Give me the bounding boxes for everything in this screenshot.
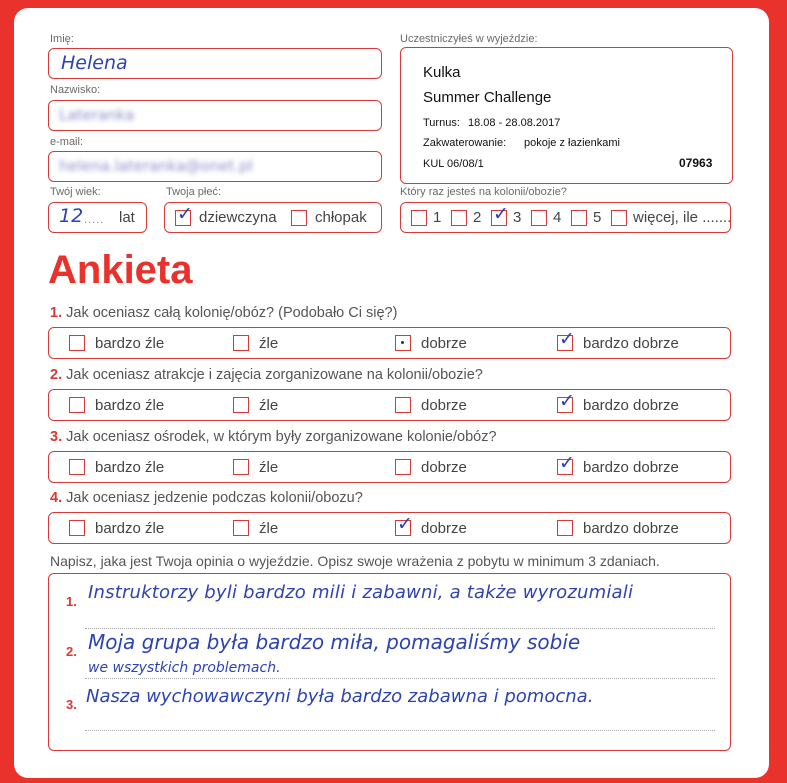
age-suffix: lat xyxy=(119,209,135,226)
question-4: 4. Jak oceniasz jedzenie podczas kolonii/obozu? xyxy=(50,490,363,506)
times-checkbox-5[interactable] xyxy=(571,210,587,226)
q2-option-good: dobrze xyxy=(421,397,467,414)
q4-option-very-bad: bardzo źle xyxy=(95,520,165,537)
q3-checkbox-good[interactable] xyxy=(395,459,411,475)
q2-checkbox-very-bad[interactable] xyxy=(69,397,85,413)
accommodation-value: pokoje z łazienkami xyxy=(524,137,620,149)
check-mark-icon: ✓ xyxy=(397,513,413,535)
q3-checkbox-very-bad[interactable] xyxy=(69,459,85,475)
q1-option-good: dobrze xyxy=(421,335,467,352)
times-checkbox-4[interactable] xyxy=(531,210,547,226)
times-option-1: 1 xyxy=(433,209,442,226)
q4-option-bad: źle xyxy=(259,520,279,537)
gender-label: Twoja płeć: xyxy=(166,186,222,198)
check-mark-icon: ✓ xyxy=(559,390,575,412)
q1-checkbox-very-bad[interactable] xyxy=(69,335,85,351)
question-1: 1. Jak oceniasz całą kolonię/obóz? (Podobało Ci się?) xyxy=(50,305,398,321)
trip-info-box xyxy=(400,47,733,184)
q2-option-bad: źle xyxy=(259,397,279,414)
email-field[interactable] xyxy=(48,151,382,182)
surname-value: Lateranka xyxy=(59,106,135,124)
turnus-label: Turnus: xyxy=(423,117,460,129)
trip-name: Kulka xyxy=(423,64,461,81)
survey-heading: Ankieta xyxy=(48,248,193,292)
q4-checkbox-very-good[interactable] xyxy=(557,520,573,536)
q3-option-bad: źle xyxy=(259,459,279,476)
q4-checkbox-very-bad[interactable] xyxy=(69,520,85,536)
turnus-value: 18.08 - 28.08.2017 xyxy=(468,117,561,129)
q4-checkbox-bad[interactable] xyxy=(233,520,249,536)
answer-3-text: Nasza wychowawczyni była bardzo zabawna i pomocna. xyxy=(86,686,594,707)
rating-row-4 xyxy=(48,512,731,544)
q3-option-good: dobrze xyxy=(421,459,467,476)
name-field[interactable] xyxy=(48,48,382,79)
q2-option-very-good: bardzo dobrze xyxy=(583,397,679,414)
q4-checkbox-good[interactable] xyxy=(395,513,413,536)
q1-option-very-bad: bardzo źle xyxy=(95,335,165,352)
gender-checkbox-boy[interactable] xyxy=(291,210,307,226)
opinion-prompt: Napisz, jaka jest Twoja opinia o wyjeździe. Opisz swoje wrażenia z pobytu w minimum 3 zdaniach. xyxy=(50,553,660,569)
question-2: 2. Jak oceniasz atrakcje i zajęcia zorganizowane na kolonii/obozie? xyxy=(50,367,483,383)
times-option-3: 3 xyxy=(513,209,522,226)
trip-code: KUL 06/08/1 xyxy=(423,158,484,170)
q2-option-very-bad: bardzo źle xyxy=(95,397,165,414)
answer-1-text: Instruktorzy byli bardzo mili i zabawni, a także wyrozumiali xyxy=(88,582,634,603)
q1-checkbox-good[interactable] xyxy=(395,335,411,351)
answer-2-number: 2. xyxy=(66,644,77,659)
email-label: e-mail: xyxy=(50,136,84,148)
check-mark-icon: ✓ xyxy=(559,452,575,474)
trip-label: Uczestniczyłeś w wyjeździe: xyxy=(400,33,538,45)
q1-option-very-good: bardzo dobrze xyxy=(583,335,679,352)
q3-option-very-bad: bardzo źle xyxy=(95,459,165,476)
gender-checkbox-girl[interactable] xyxy=(175,203,193,226)
age-value: 12 xyxy=(59,205,84,227)
email-value: helena.lateranka@onet.pl xyxy=(59,157,253,175)
gender-option-girl: dziewczyna xyxy=(199,209,277,226)
q4-option-good: dobrze xyxy=(421,520,467,537)
q3-checkbox-very-good[interactable] xyxy=(557,452,575,475)
gender-option-boy: chłopak xyxy=(315,209,367,226)
age-label: Twój wiek: xyxy=(50,186,101,198)
times-checkbox-more[interactable] xyxy=(611,210,627,226)
q1-option-bad: źle xyxy=(259,335,279,352)
times-option-5: 5 xyxy=(593,209,602,226)
q1-checkbox-bad[interactable] xyxy=(233,335,249,351)
check-mark-icon: ✓ xyxy=(493,203,509,225)
q3-checkbox-bad[interactable] xyxy=(233,459,249,475)
question-3: 3. Jak oceniasz ośrodek, w którym były zorganizowane kolonie/obóz? xyxy=(50,429,497,445)
answer-1-number: 1. xyxy=(66,594,77,609)
rating-row-2 xyxy=(48,389,731,421)
q3-option-very-good: bardzo dobrze xyxy=(583,459,679,476)
q2-checkbox-good[interactable] xyxy=(395,397,411,413)
answer-2-text: Moja grupa była bardzo miła, pomagaliśmy sobie xyxy=(88,630,581,654)
age-field[interactable]: 12 ..... lat xyxy=(48,202,147,233)
answer-3-number: 3. xyxy=(66,697,77,712)
times-label: Który raz jesteś na kolonii/obozie? xyxy=(400,186,567,198)
q2-checkbox-bad[interactable] xyxy=(233,397,249,413)
check-mark-icon: ✓ xyxy=(559,328,575,350)
times-checkbox-1[interactable] xyxy=(411,210,427,226)
check-mark-icon: ✓ xyxy=(177,203,193,225)
times-field xyxy=(400,202,731,233)
trip-number: 07963 xyxy=(679,156,713,170)
accommodation-label: Zakwaterowanie: xyxy=(423,137,507,149)
answer-2-text-continued: we wszystkich problemach. xyxy=(88,660,281,676)
q1-checkbox-very-good[interactable] xyxy=(557,328,575,351)
rating-row-1 xyxy=(48,327,731,359)
times-option-more: więcej, ile ....... xyxy=(633,209,732,226)
name-label: Imię: xyxy=(50,33,74,45)
name-value: Helena xyxy=(61,52,128,74)
q4-option-very-good: bardzo dobrze xyxy=(583,520,679,537)
times-checkbox-2[interactable] xyxy=(451,210,467,226)
gender-field xyxy=(164,202,382,233)
times-option-4: 4 xyxy=(553,209,562,226)
q2-checkbox-very-good[interactable] xyxy=(557,390,575,413)
rating-row-3 xyxy=(48,451,731,483)
times-option-2: 2 xyxy=(473,209,482,226)
surname-field[interactable] xyxy=(48,100,382,131)
times-checkbox-3[interactable] xyxy=(491,203,509,226)
trip-title: Summer Challenge xyxy=(423,89,552,106)
surname-label: Nazwisko: xyxy=(50,84,101,96)
